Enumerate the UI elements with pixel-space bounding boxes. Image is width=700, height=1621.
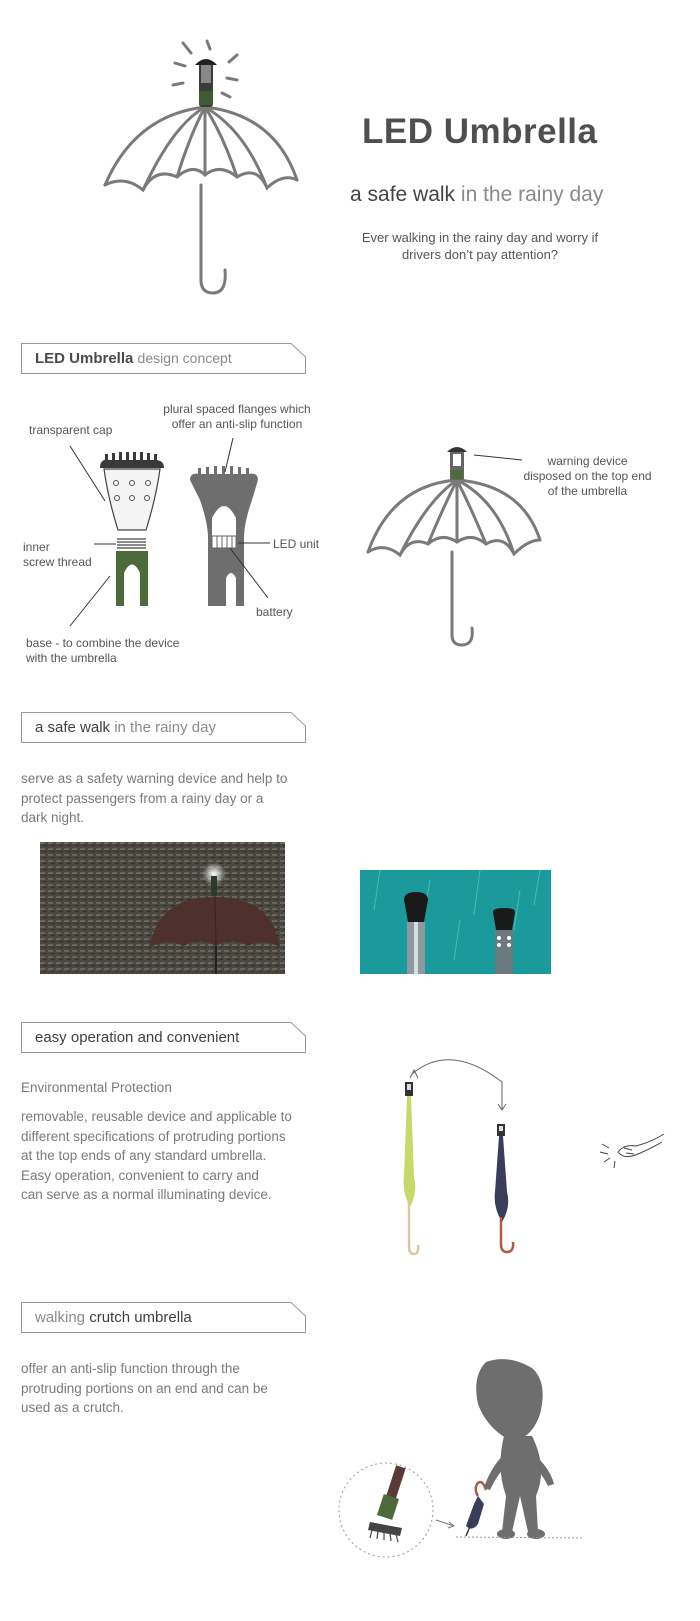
label-base-line1: base - to combine the device [26,636,180,650]
crutch-figure-illustration [336,1356,588,1560]
easy-line2: different specifications of protruding portions [21,1128,286,1144]
tab-dark-label: crutch umbrella [89,1309,192,1326]
easy-line4: Easy operation, convenient to carry and [21,1167,259,1183]
section-tab-design-concept [21,343,305,373]
hand-twist-icon [596,1130,668,1174]
label-base-line2: with the umbrella [26,651,117,665]
easy-line3: at the top ends of any standard umbrella. [21,1148,267,1163]
page-title: LED Umbrella [362,112,598,151]
section-tab-safe-walk [21,712,305,742]
subtitle-light: in the rainy day [460,183,604,206]
easy-line5: can serve as a normal illuminating device. [21,1187,272,1202]
safe-walk-line1: serve as a safety warning device and help to [21,771,288,786]
safe-walk-line2: protect passengers from a rainy day or a [21,790,264,806]
crutch-line3: used as a crutch. [21,1400,124,1415]
rainy-street-photo [40,842,285,974]
environmental-protection-heading: Environmental Protection [21,1080,172,1095]
label-inner-screw-thread [23,540,92,570]
easy-operation-text [21,1107,292,1205]
label-warning-line2: disposed on the top end [523,469,652,483]
tab-light-label: in the rainy day [114,719,216,736]
label-flanges [163,402,311,432]
label-warning-line3: of the umbrella [547,484,628,498]
page-subtitle [350,183,603,207]
label-flanges-line2: offer an anti-slip function [171,417,303,431]
device-transfer-illustration [390,1052,530,1257]
tab-bold-label: LED Umbrella [35,350,134,367]
crutch-line2: protruding portions on an end and can be [21,1380,268,1396]
label-battery: battery [256,605,293,619]
hero-umbrella-sketch [95,35,310,300]
label-warning-device [520,454,655,499]
tab-light-label: design concept [137,350,232,366]
section-tab-crutch-umbrella [21,1302,305,1332]
device-closeup-photo [360,870,551,974]
label-flanges-line1: plural spaced flanges which [163,402,311,416]
label-led-unit: LED unit [273,537,320,551]
label-inner-line1: inner [23,540,50,554]
tab-light-label: walking [35,1309,86,1326]
crutch-umbrella-text [21,1359,268,1418]
crutch-line1: offer an anti-slip function through the [21,1361,240,1376]
label-transparent-cap: transparent cap [29,423,113,437]
safe-walk-line3: dark night. [21,810,85,825]
label-base [26,636,179,666]
label-inner-line2: screw thread [23,555,92,569]
subtitle-dark: a safe walk [350,183,456,206]
section-tab-easy-operation [21,1022,305,1052]
intro-text: Ever walking in the rainy day and worry if drivers don’t pay attention? [361,230,599,262]
tab-dark-label: a safe walk [35,719,111,736]
device-exploded-diagram [60,438,280,628]
label-warning-line1: warning device [547,454,628,468]
tab-dark-label: easy operation and convenient [35,1029,240,1046]
safe-walk-text [21,769,287,828]
easy-line1: removable, reusable device and applicable to [21,1109,292,1124]
